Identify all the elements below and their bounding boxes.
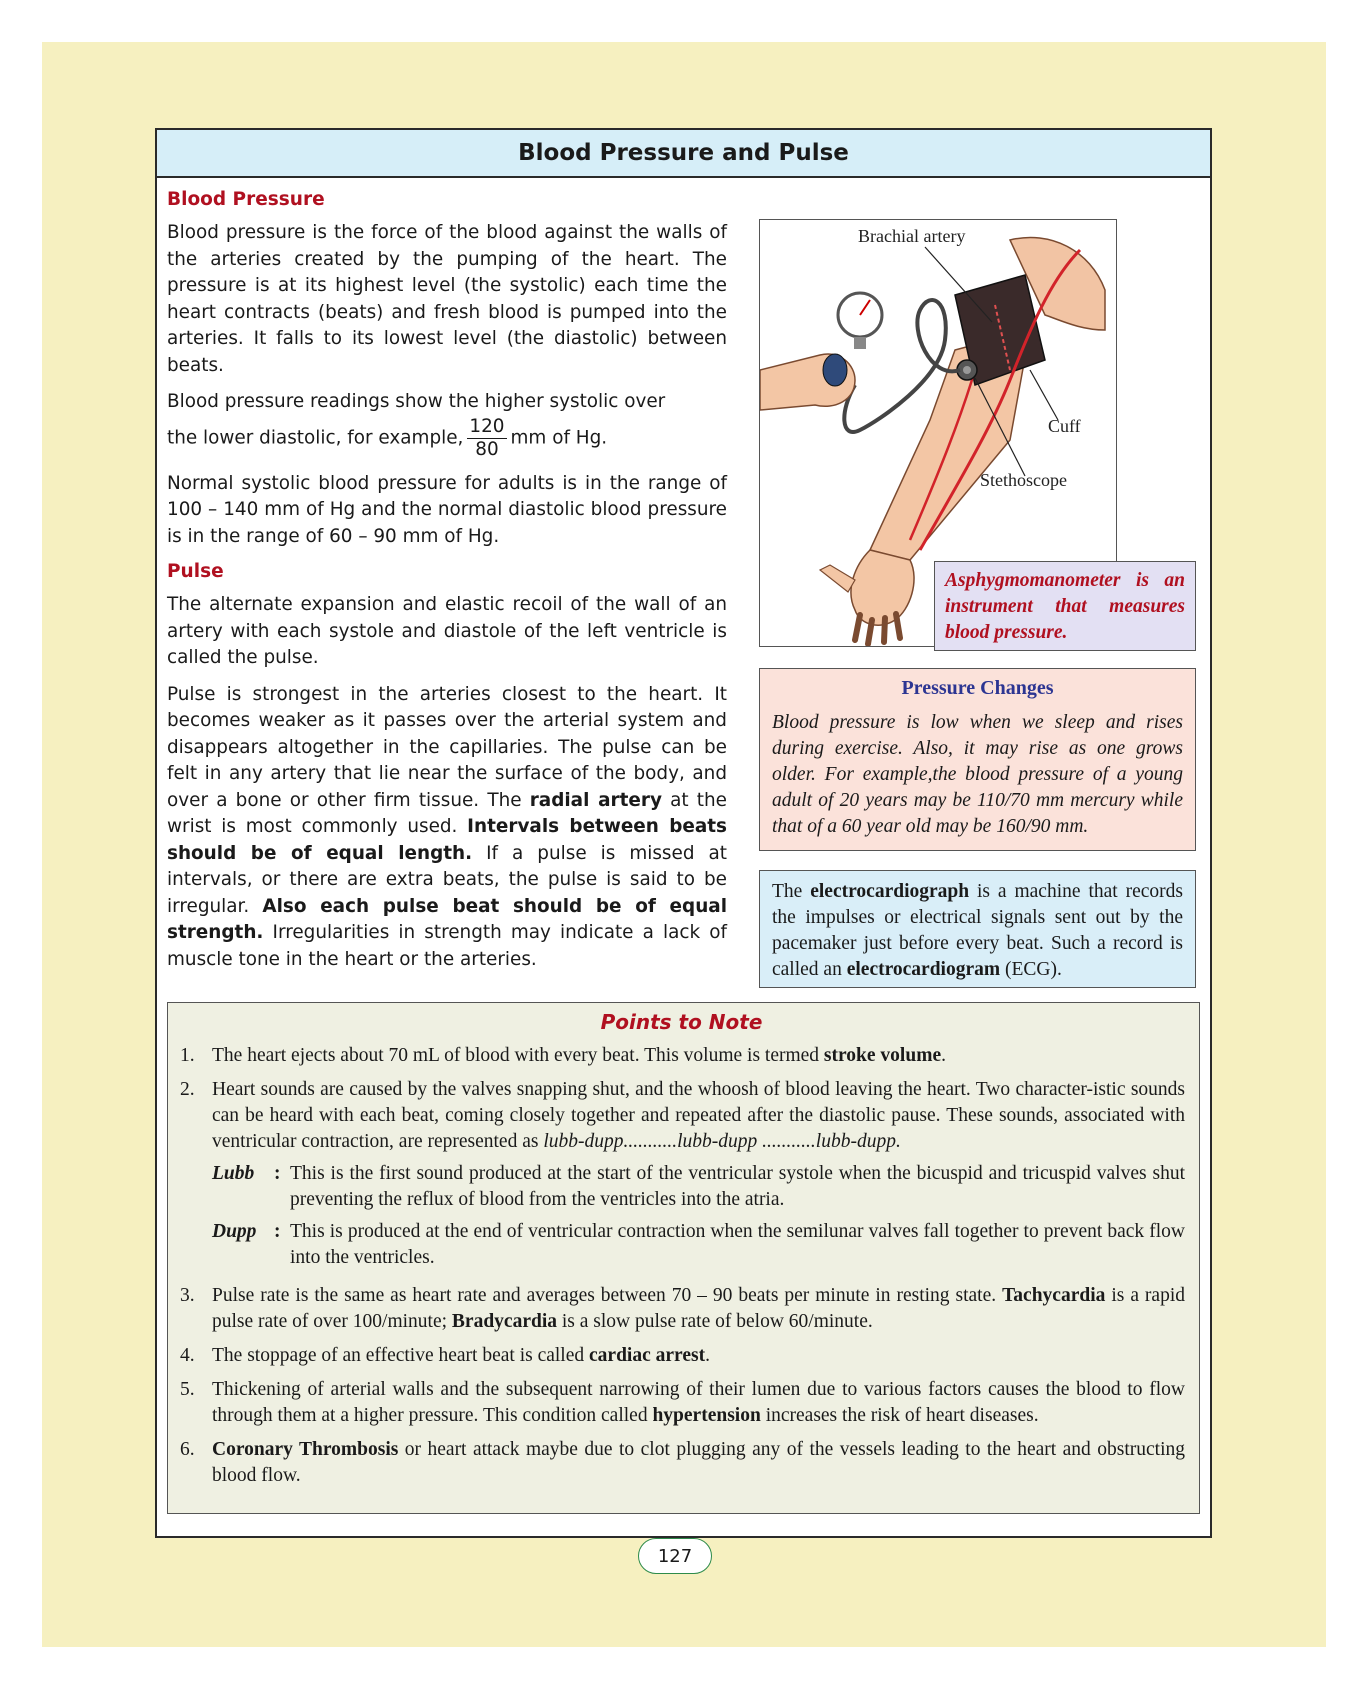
ecg-text-a: The [772, 881, 811, 902]
electrocardiograph-term: electrocardiograph [810, 881, 970, 902]
note-number: 6. [180, 1439, 195, 1460]
note-text: Thickening of arterial walls and the subsequent narrowing of their lumen due to various factors causes the blood to flow through them at a higher pressure. This condition called [212, 1379, 1185, 1426]
tachycardia-term: Tachycardia [1002, 1285, 1106, 1306]
page-title: Blood Pressure and Pulse [518, 140, 849, 166]
blood-pressure-heading: Blood Pressure [167, 189, 325, 210]
blood-pressure-para-1: Blood pressure is the force of the blood against the walls of the arteries created by the pumping of the heart. The pressure is at its highest level (the systolic) each time the heart contracts (beats) and fresh blood is pumped into the arteries. It falls to its lowest level (the diastolic) between beats. [167, 222, 727, 376]
label-cuff: Cuff [1048, 416, 1081, 436]
pulse-text-c: at the wrist is most commonly used. [167, 789, 727, 837]
dupp-term: Dupp [212, 1221, 257, 1242]
note-number: 1. [180, 1045, 195, 1066]
pressure-changes-box [759, 668, 1196, 851]
note-number: 2. [180, 1079, 195, 1100]
note-item-1 [178, 1043, 1185, 1069]
dupp-def: This is produced at the end of ventricular contraction when the semilunar valves fall together to prevent back flow into the ventricles. [290, 1221, 1185, 1268]
stroke-volume-term: stroke volume [823, 1045, 942, 1066]
note-number: 5. [180, 1379, 195, 1400]
bp-reading-line-1: Blood pressure readings show the higher systolic over [167, 391, 666, 412]
ecg-box [759, 870, 1196, 988]
title-bar [157, 130, 1210, 178]
main-text-column [167, 188, 727, 983]
lubb-def: This is the first sound produced at the start of the ventricular systole when the bicuspid and tricuspid valves shut preventing the reflux of blood from the ventricles into the atria. [290, 1163, 1185, 1210]
asphygmomanometer-callout: Asphygmomanometer is an instrument that measures blood pressure. [934, 561, 1196, 651]
note-item-4 [178, 1343, 1185, 1369]
pressure-changes-text: Blood pressure is low when we sleep and rises during exercise. Also, it may rise as one grows older. For example,the blood pressure of a young adult of 20 years may be 110/70 mm mercury while that of a 60 year old may be 160/90 mm. [772, 712, 1183, 837]
page-number: 127 [638, 1538, 712, 1574]
cardiac-arrest-term: cardiac arrest [589, 1345, 706, 1366]
pressure-changes-heading: Pressure Changes [901, 677, 1054, 699]
ecg-text-e: (ECG). [1000, 959, 1062, 980]
note-text: or heart attack maybe due to clot plugging any of the vessels leading to the heart and obstructing blood flow. [212, 1439, 1185, 1486]
dupp-definition [212, 1219, 1185, 1271]
lubb-dupp-sequence: lubb-dupp...........lubb-dupp ...........lubb-dupp. [543, 1131, 901, 1152]
note-text: increases the risk of heart diseases. [760, 1405, 1039, 1426]
pulse-text-g: Irregularities in strength may indicate a lack of muscle tone in the heart or the arteries. [167, 922, 727, 970]
intervals-statement: Intervals between beats should be of equal length. [167, 816, 727, 864]
note-item-6 [178, 1437, 1185, 1489]
hypertension-term: hypertension [652, 1405, 761, 1426]
colon: : [274, 1163, 281, 1184]
pulse-heading: Pulse [167, 561, 224, 582]
pulse-text-e: If a pulse is missed at intervals, or there are extra beats, the pulse is said to be irregular. [167, 842, 727, 917]
coronary-thrombosis-term: Coronary Thrombosis [212, 1439, 399, 1460]
note-text: The heart ejects about 70 mL of blood with every beat. This volume is termed [212, 1045, 824, 1066]
pulse-text-a: Pulse is strongest in the arteries closest to the heart. It becomes weaker as it passes over the arterial system and disappears altogether in the capillaries. The pulse can be felt in any artery that lie near the surface of the body, and over a bone or other firm tissue. The [167, 683, 727, 811]
colon: : [274, 1221, 281, 1242]
pulse-para-2 [167, 682, 727, 974]
note-item-3 [178, 1283, 1185, 1335]
bp-reading-pre: the lower diastolic, for example, [167, 427, 464, 448]
content-sheet [155, 128, 1212, 1538]
lubb-term: Lubb [212, 1163, 255, 1184]
bp-diastolic-value: 80 [475, 438, 499, 460]
points-to-note-heading: Points to Note [600, 1010, 763, 1034]
bp-fraction [467, 416, 506, 461]
note-item-5 [178, 1377, 1185, 1429]
ecg-text-c: is a machine that records the impulses or electrical signals sent out by the pacemaker just before every beat. Such a record is called an [772, 881, 1183, 980]
note-text: is a rapid pulse rate of over 100/minute; [212, 1285, 1186, 1332]
note-text: is a slow pulse rate of below 60/minute. [557, 1311, 873, 1332]
note-text: Heart sounds are caused by the valves snapping shut, and the whoosh of blood leaving the heart. Two character-istic sounds can be heard with each beat, coming closely together and repeated after the diastolic pause. These sounds, associated with ventricular contraction, are represented as [212, 1079, 1185, 1152]
pulse-para-1: The alternate expansion and elastic recoil of the wall of an artery with each systole and diastole of the left ventricle is called the pulse. [167, 594, 727, 668]
bradycardia-term: Bradycardia [451, 1311, 557, 1332]
blood-pressure-para-2 [167, 389, 727, 461]
lubb-definition [212, 1161, 1185, 1213]
note-number: 3. [180, 1285, 195, 1306]
note-text: . [705, 1345, 710, 1366]
electrocardiogram-term: electrocardiogram [846, 959, 1001, 980]
label-brachial-artery: Brachial artery [858, 226, 966, 246]
bp-systolic-value: 120 [469, 415, 505, 437]
radial-artery-term: radial artery [529, 789, 662, 811]
note-number: 4. [180, 1345, 195, 1366]
bp-reading-post: mm of Hg. [510, 427, 608, 448]
blood-pressure-para-3: Normal systolic blood pressure for adults is in the range of 100 – 140 mm of Hg and the normal diastolic blood pressure is in the range of 60 – 90 mm of Hg. [167, 472, 727, 547]
note-text: The stoppage of an effective heart beat is called [212, 1345, 590, 1366]
points-to-note-box [167, 1002, 1200, 1514]
note-text: Pulse rate is the same as heart rate and averages between 70 – 90 beats per minute in resting state. [212, 1285, 1003, 1306]
note-text: . [941, 1045, 946, 1066]
strength-statement: Also each pulse beat should be of equal strength. [167, 895, 727, 943]
note-item-2 [178, 1077, 1185, 1275]
label-stethoscope: Stethoscope [980, 470, 1067, 490]
